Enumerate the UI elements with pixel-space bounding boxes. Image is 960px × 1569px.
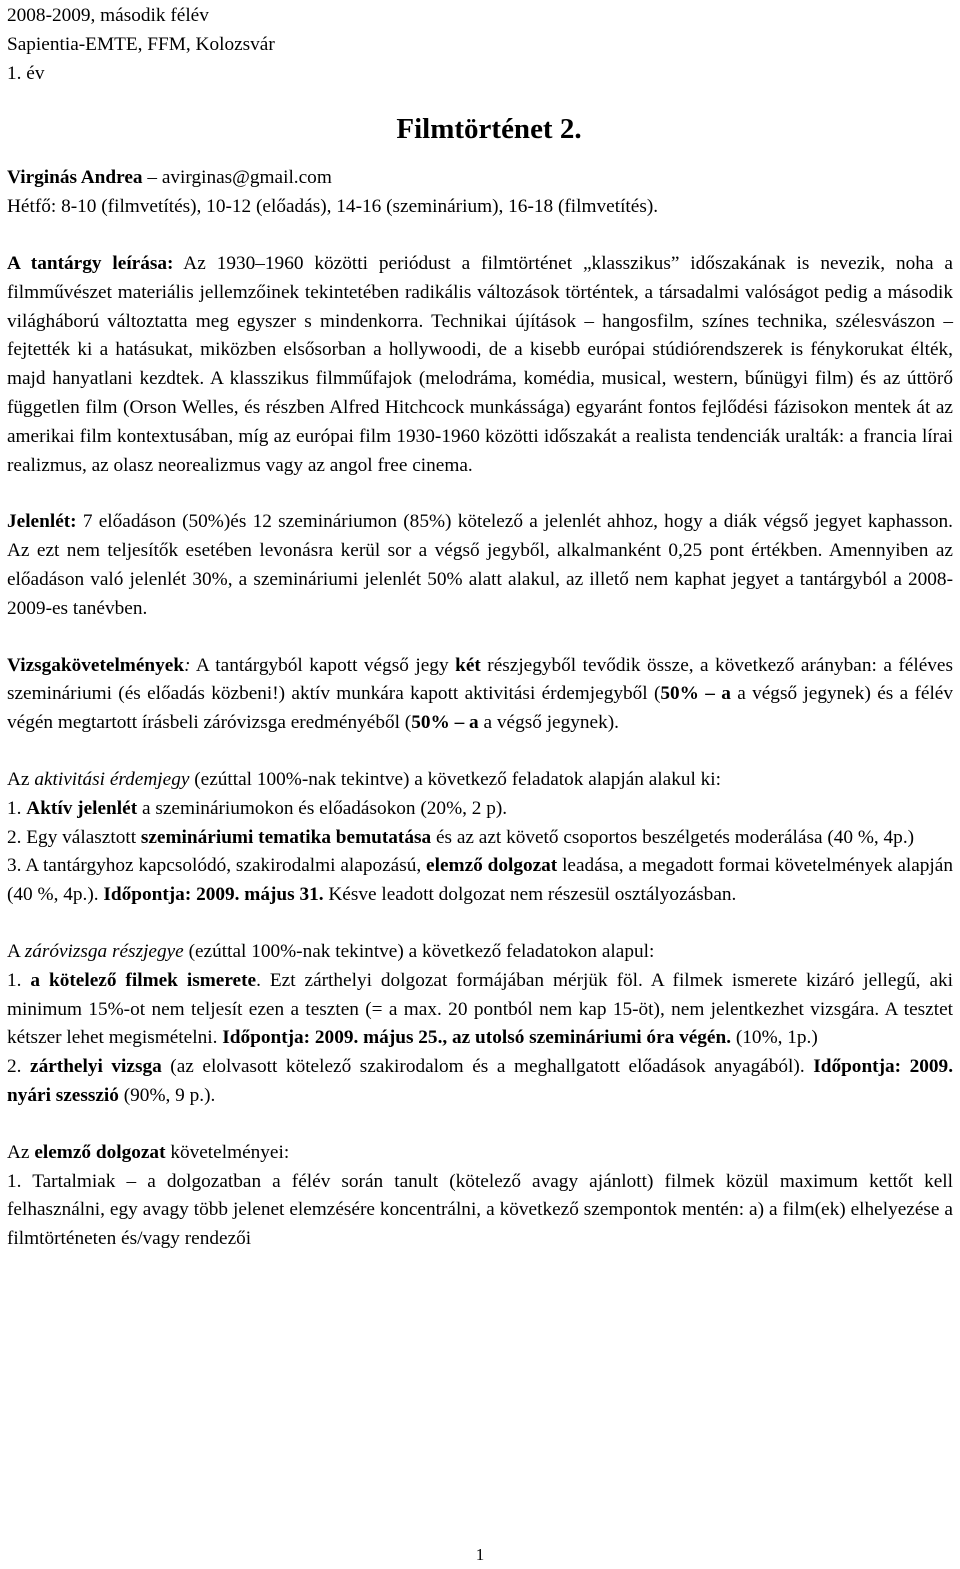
activity-intro <box>7 766 953 795</box>
exam-item-1-bold: a kötelező filmek ismerete <box>30 969 257 991</box>
activity-item-2 <box>7 824 953 853</box>
activity-intro-text-1: Az <box>7 768 35 790</box>
attendance-text: 7 előadáson (50%)és 12 szemináriumon (85%) kötelező a jelenlét ahhoz, hogy a diák végső jegyet kaphasson. Az ezt nem teljesítők esetében levonásra kerül sor a végső jegyből, alkalmanként 0,25 pont értékben. Amennyiben az előadáson való jelenlét 30%, a szemináriumi jelenlét 50% alatt alakul, az illető nem kaphat jegyet a tantárgyból a 2008-2009-es tanévben. <box>7 511 953 619</box>
activity-item-2-bold: szemináriumi tematika bemutatása <box>140 826 432 848</box>
attendance-label: Jelenlét: <box>7 511 77 533</box>
year-line: 1. év <box>7 62 45 84</box>
exam-item-1-number: 1. <box>7 969 31 991</box>
page-number: 1 <box>475 1545 485 1564</box>
schedule-line: Hétfő: 8-10 (filmvetítés), 10-12 (előadás), 14-16 (szeminárium), 16-18 (filmvetítés). <box>7 196 659 218</box>
exam-item-2-text-2: (90%, 9 p.). <box>118 1084 216 1106</box>
semester-line: 2008-2009, második félév <box>7 5 209 26</box>
exam-item-1-deadline: Időpontja: 2009. május 25., az utolsó szemináriumi óra végén. <box>222 1027 732 1049</box>
activity-intro-italic: aktivitási érdemjegy <box>34 768 190 790</box>
exam-intro-italic: záróvizsga részjegye <box>24 940 184 962</box>
activity-item-3-bold: elemző dolgozat <box>426 855 558 877</box>
activity-item-2-number: 2. Egy választott <box>7 826 141 848</box>
description-text: Az 1930–1960 közötti periódust a filmtörténet „klasszikus” időszakának is nevezik, noha a filmművészet materiális jellemzőinek tekintetében radikális változások történtek, a társadalmi valóságot pedig a második világháború változtatta meg egyszer s mindenkorra. Technikai újítások – hangosfilm, színes technika, szélesvászon – fejtették ki a hatásukat, miközben elsősorban a hollywoodi, de a kisebb európai stúdiórendszerek is fénykorukat élték, majd hanyatlani kezdtek. A klasszikus filmműfajok (melodráma, komédia, musical, western, bűnügyi film) és az úttörő független film (Orson Welles, és részben Alfred Hitchcock munkássága) egyaránt fontos fejlődési fázisokon mentek át az amerikai film kontextusában, míg az európai film 1930-1960 közötti időszakát a realista tendenciák uralták: a francia lírai realizmus, az olasz neorealizmus vagy az angol free cinema. <box>7 252 953 476</box>
exam-item-2-deadline: Időpontja: 2009. nyári szesszió <box>7 1056 954 1106</box>
essay-intro <box>7 1139 953 1168</box>
activity-item-3-text-2: Késve leadott dolgozat nem részesül osztályozásban. <box>323 884 737 906</box>
exam-item-1 <box>7 967 953 1053</box>
exam-intro-text-1: A <box>7 940 25 962</box>
exam-intro-text-2: (ezúttal 100%-nak tekintve) a következő feladatokon alapul: <box>183 940 655 962</box>
essay-requirements-section <box>7 1139 953 1254</box>
essay-intro-text-2: követelményei: <box>165 1141 290 1163</box>
course-description-paragraph <box>7 250 953 480</box>
essay-item-1: 1. Tartalmiak – a dolgozatban a félév során tanult (kötelező avagy ajánlott) filmek közül maximum kettőt kell felhasználni, egy avagy több jelenet elemzésére koncentrálni, a következő szempontok mentén: a) a film(ek) elhelyezése a filmtörténeten és/vagy rendezői <box>7 1170 953 1250</box>
requirements-text-1: A tantárgyból kapott végső jegy <box>190 654 456 676</box>
activity-item-3 <box>7 852 953 910</box>
essay-intro-bold: elemző dolgozat <box>34 1141 166 1163</box>
institution-line: Sapientia-EMTE, FFM, Kolozsvár <box>7 33 275 55</box>
activity-item-1 <box>7 795 953 824</box>
document-page <box>7 0 953 1254</box>
activity-item-1-text: a szemináriumokon és előadásokon (20%, 2 p). <box>137 797 508 819</box>
exam-grade-section <box>7 938 953 1111</box>
activity-item-2-text: és az azt követő csoportos beszélgetés moderálása (40 %, 4p.) <box>431 826 915 848</box>
exam-intro <box>7 938 953 967</box>
course-header <box>7 0 953 88</box>
requirements-colon: : <box>184 654 191 676</box>
activity-intro-text-2: (ezúttal 100%-nak tekintve) a következő feladatok alapján alakul ki: <box>189 768 722 790</box>
exam-item-2 <box>7 1053 953 1111</box>
requirements-bold-3: 50% – a <box>411 712 479 734</box>
activity-item-3-number: 3. A tantárgyhoz kapcsolódó, szakirodalmi alapozású, <box>7 855 427 877</box>
requirements-text-3: a végső jegynek) és a félév végén megtartott írásbeli záróvizsga eredményéből ( <box>7 683 954 734</box>
requirements-label: Vizsgakövetelmények <box>7 654 185 676</box>
document-title: Filmtörténet 2. <box>396 113 582 146</box>
requirements-paragraph <box>7 652 953 738</box>
instructor-email: – avirginas@gmail.com <box>142 167 332 189</box>
requirements-text-2: részjegyből tevődik össze, a következő arányban: a féléves szemináriumi (és előadás közbeni!) aktív munkára kapott aktivitási érdemjegyből ( <box>7 654 953 705</box>
activity-item-1-number: 1. <box>7 797 27 819</box>
essay-intro-text-1: Az <box>7 1141 35 1163</box>
exam-item-1-text-2: (10%, 1p.) <box>731 1027 818 1049</box>
exam-item-2-number: 2. <box>7 1056 31 1078</box>
activity-item-1-bold: Aktív jelenlét <box>26 797 138 819</box>
description-label: A tantárgy leírása: <box>7 252 174 274</box>
requirements-bold-2: 50% – a <box>660 683 731 705</box>
exam-item-2-text: (az elolvasott kötelező szakirodalom és a meghallgatott előadások anyagából). <box>161 1056 814 1078</box>
contact-block <box>7 164 953 222</box>
requirements-text-4: a végső jegynek). <box>478 712 619 734</box>
activity-grade-section <box>7 766 953 910</box>
requirements-bold-1: két <box>455 654 481 676</box>
exam-item-2-bold: zárthelyi vizsga <box>30 1056 162 1078</box>
instructor-line <box>7 164 953 193</box>
instructor-name: Virginás Andrea <box>7 167 143 189</box>
activity-item-3-text: leadása, a megadott formai követelmények alapján (40 %, 4p.). <box>7 855 953 906</box>
attendance-paragraph <box>7 508 953 623</box>
activity-item-3-deadline: Időpontja: 2009. május 31. <box>103 884 324 906</box>
exam-item-1-text: . Ezt zárthelyi dolgozat formájában mérjük föl. A filmek ismerete kizáró jellegű, aki minimum 15%-ot nem teljesít ezen a teszten (= a max. 20 pontból nem kap 15-öt), nem jelentkezhet vizsgára. A tesztet kétszer lehet megismételni. <box>7 969 954 1049</box>
